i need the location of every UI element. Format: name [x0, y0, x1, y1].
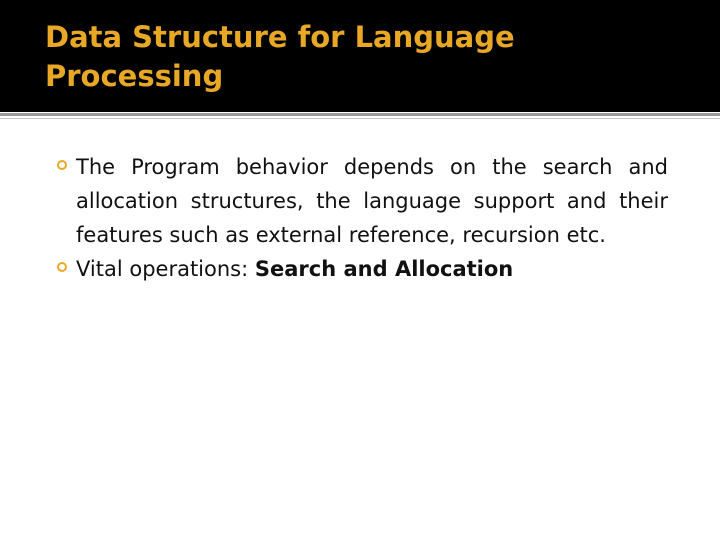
slide-title: Data Structure for Language Processing — [45, 20, 515, 93]
bullet-list — [0, 150, 720, 286]
bullet-text-prefix: Vital operations: — [76, 257, 255, 281]
bullet-text: The Program behavior depends on the search and allocation structures, the language support and their features such as external reference, recursion etc. — [76, 155, 668, 247]
bullet-circle-icon — [57, 262, 67, 272]
bullet-item — [0, 150, 720, 252]
title-divider — [0, 113, 720, 116]
title-bar — [0, 0, 720, 112]
bullet-item — [0, 252, 720, 286]
bullet-text-bold: Search and Allocation — [254, 257, 514, 281]
bullet-circle-icon — [57, 160, 67, 170]
title-divider-thin — [0, 118, 720, 119]
